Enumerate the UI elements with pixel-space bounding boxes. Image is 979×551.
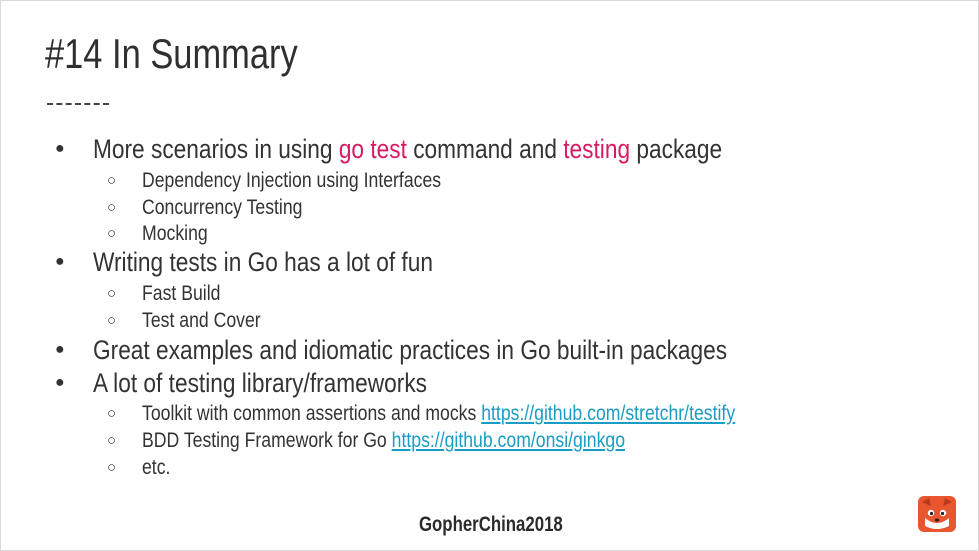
bullet-circle: ○	[107, 312, 117, 329]
bullet-circle: ○	[107, 199, 117, 216]
sub-list-item	[142, 310, 283, 331]
sub-list-item-text: Fast Build	[142, 282, 221, 305]
bullet-circle: ○	[107, 432, 117, 449]
testify-link[interactable]: https://github.com/stretchr/testify	[481, 402, 736, 425]
list-item	[93, 249, 498, 276]
bullet-circle: ○	[107, 285, 117, 302]
list-item-text: A lot of testing library/frameworks	[93, 368, 428, 398]
bullet-circle: ○	[107, 225, 117, 242]
ginkgo-link[interactable]: https://github.com/onsi/ginkgo	[391, 429, 626, 452]
code-go-test: go test	[338, 134, 407, 164]
list-item-text: package	[630, 134, 723, 164]
list-item-text: Great examples and idiomatic practices in Go built-in packages	[93, 335, 728, 365]
bullet-dot: ●	[55, 374, 65, 391]
sub-list-item-text: Dependency Injection using Interfaces	[142, 169, 442, 192]
fox-mascot-icon	[918, 496, 956, 532]
bullet-dot: ●	[55, 253, 65, 270]
sub-list-item-text: Mocking	[142, 222, 208, 245]
sub-list-item-text: Test and Cover	[142, 309, 261, 332]
footer-brand	[1, 513, 979, 537]
list-item	[93, 370, 491, 397]
list-item	[93, 337, 848, 364]
sub-list-item	[142, 223, 220, 244]
list-item-text: More scenarios in using	[93, 134, 339, 164]
sub-list-item-text: Toolkit with common assertions and mocks	[142, 402, 482, 425]
bullet-dot: ●	[55, 140, 65, 157]
sub-list-item-text: etc.	[142, 456, 171, 479]
sub-list-item	[142, 283, 235, 304]
bullet-dot: ●	[55, 341, 65, 358]
footer-text: GopherChina2018	[418, 513, 563, 536]
sub-list-item	[142, 403, 848, 424]
slide-title: #14 In Summary	[45, 30, 298, 77]
sub-list-item	[142, 197, 333, 218]
sub-list-item-text: BDD Testing Framework for Go	[142, 429, 392, 452]
list-item-text: command and	[406, 134, 564, 164]
list-item	[93, 136, 842, 163]
sub-list-item	[142, 170, 498, 191]
sub-list-item	[142, 430, 717, 451]
code-testing: testing	[563, 134, 631, 164]
bullet-circle: ○	[107, 172, 117, 189]
bullet-circle: ○	[107, 405, 117, 422]
sub-list-item-text: Concurrency Testing	[142, 196, 303, 219]
bullet-circle: ○	[107, 459, 117, 476]
bullet-list	[1, 1, 978, 550]
list-item-text: Writing tests in Go has a lot of fun	[93, 247, 433, 277]
sub-list-item	[142, 457, 176, 478]
